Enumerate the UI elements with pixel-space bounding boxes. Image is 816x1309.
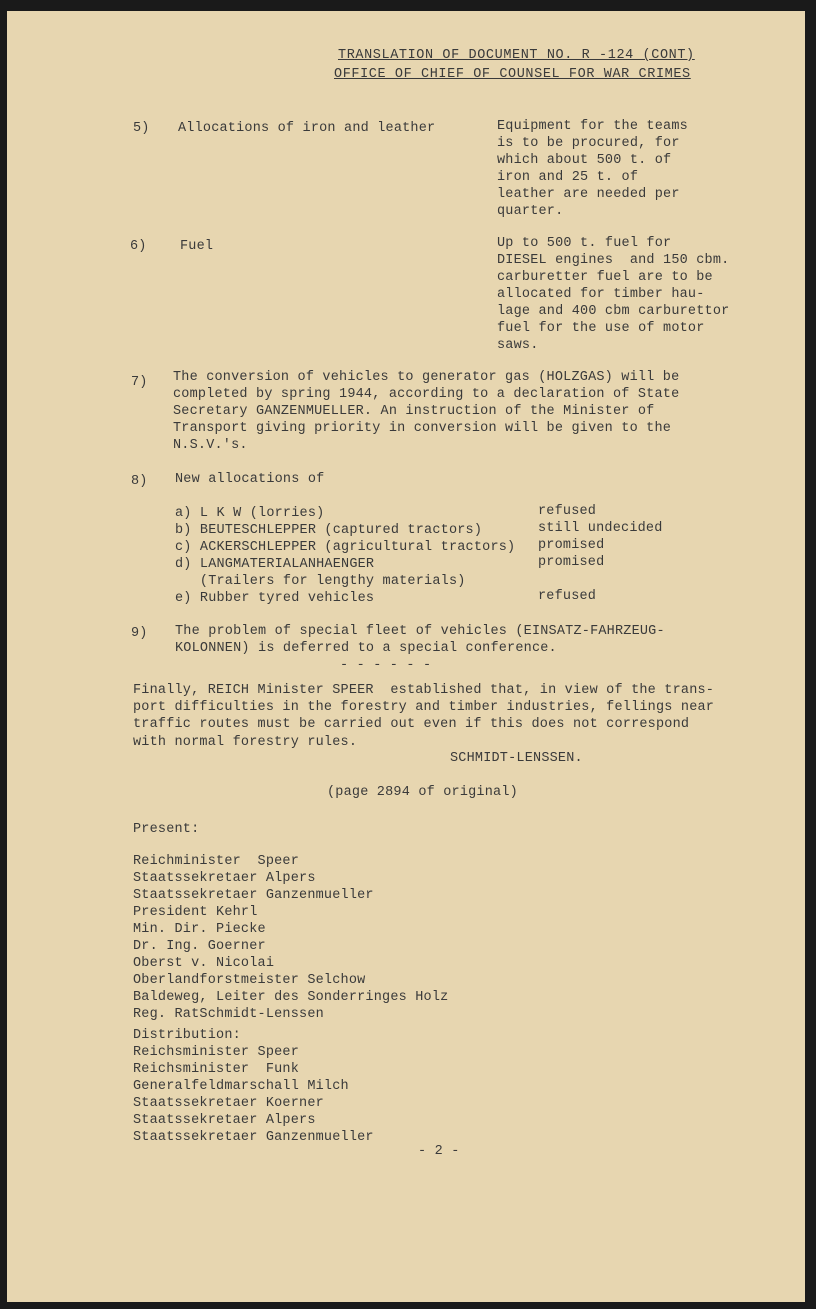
item-5-note-line: is to be procured, for xyxy=(497,136,680,151)
item-7-line: Secretary GANZENMUELLER. An instruction of the Minister of xyxy=(173,404,655,419)
item-6-label: Fuel xyxy=(180,239,214,254)
distribution-recipient: Staatssekretaer Alpers xyxy=(133,1113,316,1128)
allocation-item: d) LANGMATERIALANHAENGER xyxy=(175,557,375,572)
section-separator: - - - - - - xyxy=(340,658,432,673)
item-6-note-line: saws. xyxy=(497,338,539,353)
distribution-recipient: Generalfeldmarschall Milch xyxy=(133,1079,349,1094)
page-number: - 2 - xyxy=(418,1144,460,1159)
attendee: Oberst v. Nicolai xyxy=(133,956,275,971)
attendee: President Kehrl xyxy=(133,905,258,920)
attendee: Oberlandforstmeister Selchow xyxy=(133,973,366,988)
distribution-recipient: Reichsminister Speer xyxy=(133,1045,300,1060)
attendee: Reg. RatSchmidt-Lenssen xyxy=(133,1007,324,1022)
item-9-number: 9) xyxy=(131,626,148,641)
item-6-note-line: fuel for the use of motor xyxy=(497,321,705,336)
item-5-label: Allocations of iron and leather xyxy=(178,121,436,136)
item-7-number: 7) xyxy=(131,375,148,390)
item-9-line: The problem of special fleet of vehicles (EINSATZ-FAHRZEUG- xyxy=(175,624,665,639)
allocation-item: b) BEUTESCHLEPPER (captured tractors) xyxy=(175,523,483,538)
distribution-recipient: Staatssekretaer Koerner xyxy=(133,1096,324,1111)
allocation-status: refused xyxy=(538,589,597,604)
attendee: Dr. Ing. Goerner xyxy=(133,939,266,954)
page-reference: (page 2894 of original) xyxy=(327,785,518,800)
present-heading: Present: xyxy=(133,822,200,837)
item-6-number: 6) xyxy=(130,239,147,254)
allocation-item: a) L K W (lorries) xyxy=(175,506,325,521)
allocation-item: e) Rubber tyred vehicles xyxy=(175,591,375,606)
item-5-note-line: quarter. xyxy=(497,204,564,219)
item-7-line: The conversion of vehicles to generator gas (HOLZGAS) will be xyxy=(173,370,680,385)
item-5-note-line: leather are needed per xyxy=(497,187,680,202)
item-8-label: New allocations of xyxy=(175,472,325,487)
distribution-recipient: Staatssekretaer Ganzenmueller xyxy=(133,1130,374,1145)
allocation-status: promised xyxy=(538,538,605,553)
allocation-status: still undecided xyxy=(538,521,663,536)
item-7-line: completed by spring 1944, according to a declaration of State xyxy=(173,387,680,402)
attendee: Min. Dir. Piecke xyxy=(133,922,266,937)
header-line-1: TRANSLATION OF DOCUMENT NO. R -124 (CONT) xyxy=(338,48,695,63)
item-5-note-line: iron and 25 t. of xyxy=(497,170,639,185)
signature: SCHMIDT-LENSSEN. xyxy=(450,751,583,766)
item-8-number: 8) xyxy=(131,474,148,489)
item-6-note-line: allocated for timber hau- xyxy=(497,287,705,302)
item-5-note-line: Equipment for the teams xyxy=(497,119,688,134)
item-7-line: Transport giving priority in conversion will be given to the xyxy=(173,421,672,436)
closing-line: Finally, REICH Minister SPEER established that, in view of the trans- xyxy=(133,683,715,698)
distribution-recipient: Reichsminister Funk xyxy=(133,1062,300,1077)
item-9-line: KOLONNEN) is deferred to a special conference. xyxy=(175,641,557,656)
closing-line: traffic routes must be carried out even if this does not correspond xyxy=(133,717,690,732)
attendee: Baldeweg, Leiter des Sonderringes Holz xyxy=(133,990,449,1005)
item-6-note-line: Up to 500 t. fuel for xyxy=(497,236,672,251)
allocation-status: promised xyxy=(538,555,605,570)
attendee: Staatssekretaer Alpers xyxy=(133,871,316,886)
closing-line: with normal forestry rules. xyxy=(133,735,358,750)
allocation-item: (Trailers for lengthy materials) xyxy=(175,574,466,589)
distribution-heading: Distribution: xyxy=(133,1028,241,1043)
item-7-line: N.S.V.'s. xyxy=(173,438,248,453)
header-line-2: OFFICE OF CHIEF OF COUNSEL FOR WAR CRIMES xyxy=(334,67,691,82)
allocation-item: c) ACKERSCHLEPPER (agricultural tractors) xyxy=(175,540,516,555)
attendee: Reichminister Speer xyxy=(133,854,300,869)
item-6-note-line: DIESEL engines and 150 cbm. xyxy=(497,253,730,268)
closing-line: port difficulties in the forestry and timber industries, fellings near xyxy=(133,700,715,715)
allocation-status: refused xyxy=(538,504,597,519)
item-5-note-line: which about 500 t. of xyxy=(497,153,672,168)
item-5-number: 5) xyxy=(133,121,150,136)
attendee: Staatssekretaer Ganzenmueller xyxy=(133,888,374,903)
item-6-note-line: carburetter fuel are to be xyxy=(497,270,713,285)
item-6-note-line: lage and 400 cbm carburettor xyxy=(497,304,730,319)
